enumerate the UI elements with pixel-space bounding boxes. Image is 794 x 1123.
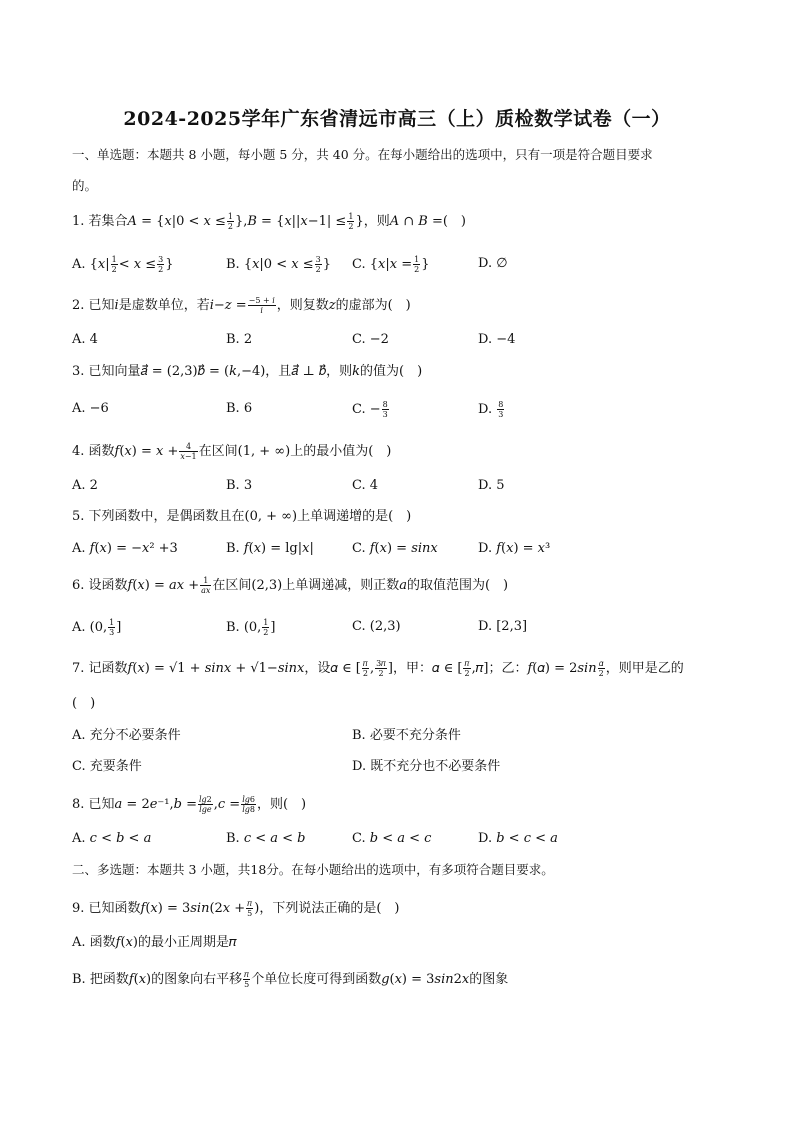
q1-option-a: A. {𝑥| $\frac{1}{2}$ < 𝑥 ≤ $\frac{3}{2}$ }: [72, 255, 174, 274]
q7-option-d: D. 既不充分也不必要条件: [352, 759, 501, 774]
q2-option-c: C. −2: [352, 332, 389, 347]
q5-option-b: B. 𝑓(𝑥) = lg|𝑥|: [226, 541, 314, 556]
question-3: 3. 已知向量𝑎⃗ = (2,3)𝑏⃗ = (𝑘,−4)，且𝑎⃗ ⊥ 𝑏⃗，则𝑘的值为( ): [72, 364, 423, 379]
q7-option-c: C. 充要条件: [72, 759, 142, 774]
section-1-heading-cont: 的。: [72, 178, 98, 193]
q9-option-a: A. 函数𝑓(𝑥)的最小正周期是𝜋: [72, 935, 237, 950]
question-8: 8. 已知𝑎 = 2𝑒⁻¹,𝑏 = $\frac{\text{𝑙𝑔2}}{\text{𝑙𝑔𝑒}}$ ,𝑐 = $\frac{\text{𝑙𝑔6}}{\text{𝑙𝑔8}}$ ，则( ): [72, 795, 307, 814]
q2-option-a: A. 4: [72, 332, 98, 347]
q3-option-b: B. 6: [226, 401, 253, 416]
q4-option-b: B. 3: [226, 478, 253, 493]
q5-option-c: C. 𝑓(𝑥) = 𝑠𝑖𝑛𝑥: [352, 541, 438, 556]
question-7: 7. 记函数𝑓(𝑥) = √1 + 𝑠𝑖𝑛𝑥 + √1−𝑠𝑖𝑛𝑥，设𝛼 ∈ [ $\frac{\text{𝜋}}{2}$ , $\frac{\text{3𝜋}}{2}$ ]，甲：𝛼 ∈ [ $\frac{\text{𝜋}}{2}$ ,𝜋]；乙：𝑓(𝛼) = 2𝑠𝑖𝑛 $\frac{\text{𝛼}}{2}$ ，则甲是乙的: [72, 659, 684, 678]
question-4: 4. 函数𝑓(𝑥) = 𝑥 + $\frac{4}{\text{𝑥−1}}$ 在区间(1, + ∞)上的最小值为( ): [72, 442, 392, 461]
q6-option-d: D. [2,3]: [478, 619, 528, 634]
q3-option-c: C. − $\frac{8}{3}$: [352, 400, 388, 419]
question-6: 6. 设函数𝑓(𝑥) = 𝑎𝑥 + $\frac{1}{\text{𝑎𝑥}}$ 在区间(2,3)上单调递减，则正数𝑎的取值范围为( ): [72, 576, 509, 595]
q4-option-d: D. 5: [478, 478, 505, 493]
q5-option-a: A. 𝑓(𝑥) = −𝑥² +3: [72, 541, 178, 556]
q3-option-a: A. −6: [72, 401, 109, 416]
exam-title: 2024-2025学年广东省清远市高三（上）质检数学试卷（一）: [123, 108, 671, 130]
q8-option-b: B. 𝑐 < 𝑎 < 𝑏: [226, 831, 306, 846]
q6-option-c: C. (2,3): [352, 619, 401, 634]
q6-option-b: B. (0, $\frac{1}{2}$ ]: [226, 618, 276, 637]
question-2: 2. 已知𝑖是虚数单位，若𝑖−𝑧 = $\frac{\text{−5 + 𝑖}}{\text{𝑖}}$ ，则复数𝑧的虚部为( ): [72, 296, 411, 315]
q4-option-c: C. 4: [352, 478, 379, 493]
question-9: 9. 已知函数𝑓(𝑥) = 3𝑠𝑖𝑛(2𝑥 + $\frac{\text{𝜋}}{5}$ )，下列说法正确的是( ): [72, 899, 400, 918]
q8-option-c: C. 𝑏 < 𝑎 < 𝑐: [352, 831, 432, 846]
q6-option-a: A. (0, $\frac{1}{3}$ ]: [72, 618, 122, 637]
question-1: 1. 若集合𝐴 = {𝑥|0 < 𝑥 ≤ $\frac{1}{2}$ },𝐵 = {𝑥||𝑥−1| ≤ $\frac{1}{2}$ }，则𝐴 ∩ 𝐵 =( ): [72, 212, 466, 231]
section-1-heading: 一、单选题：本题共 8 小题，每小题 5 分，共 40 分。在每小题给出的选项中，只有一项是符合题目要求: [72, 147, 653, 162]
q7-option-b: B. 必要不充分条件: [352, 728, 461, 743]
question-5: 5. 下列函数中，是偶函数且在(0, + ∞)上单调递增的是( ): [72, 509, 412, 524]
q9-option-b: B. 把函数𝑓(𝑥)的图象向右平移 $\frac{\text{𝜋}}{5}$ 个单位长度可得到函数𝑔(𝑥) = 3𝑠𝑖𝑛2𝑥的图象: [72, 970, 509, 989]
q8-option-a: A. 𝑐 < 𝑏 < 𝑎: [72, 831, 152, 846]
q7-option-a: A. 充分不必要条件: [72, 728, 181, 743]
q1-option-d: D. ∅: [478, 256, 508, 271]
q1-option-b: B. {𝑥|0 < 𝑥 ≤ $\frac{3}{2}$ }: [226, 255, 331, 274]
q3-option-d: D. $\frac{8}{3}$: [478, 400, 504, 419]
section-2-heading: 二、多选题：本题共 3 小题，共18分。在每小题给出的选项中，有多项符合题目要求。: [72, 862, 554, 877]
q4-option-a: A. 2: [72, 478, 98, 493]
q8-option-d: D. 𝑏 < 𝑐 < 𝑎: [478, 831, 558, 846]
q2-option-b: B. 2: [226, 332, 253, 347]
q2-option-d: D. −4: [478, 332, 516, 347]
q5-option-d: D. 𝑓(𝑥) = 𝑥³: [478, 541, 551, 556]
q1-option-c: C. {𝑥|𝑥 = $\frac{1}{2}$ }: [352, 255, 430, 274]
question-7-paren: ( ): [72, 696, 96, 711]
